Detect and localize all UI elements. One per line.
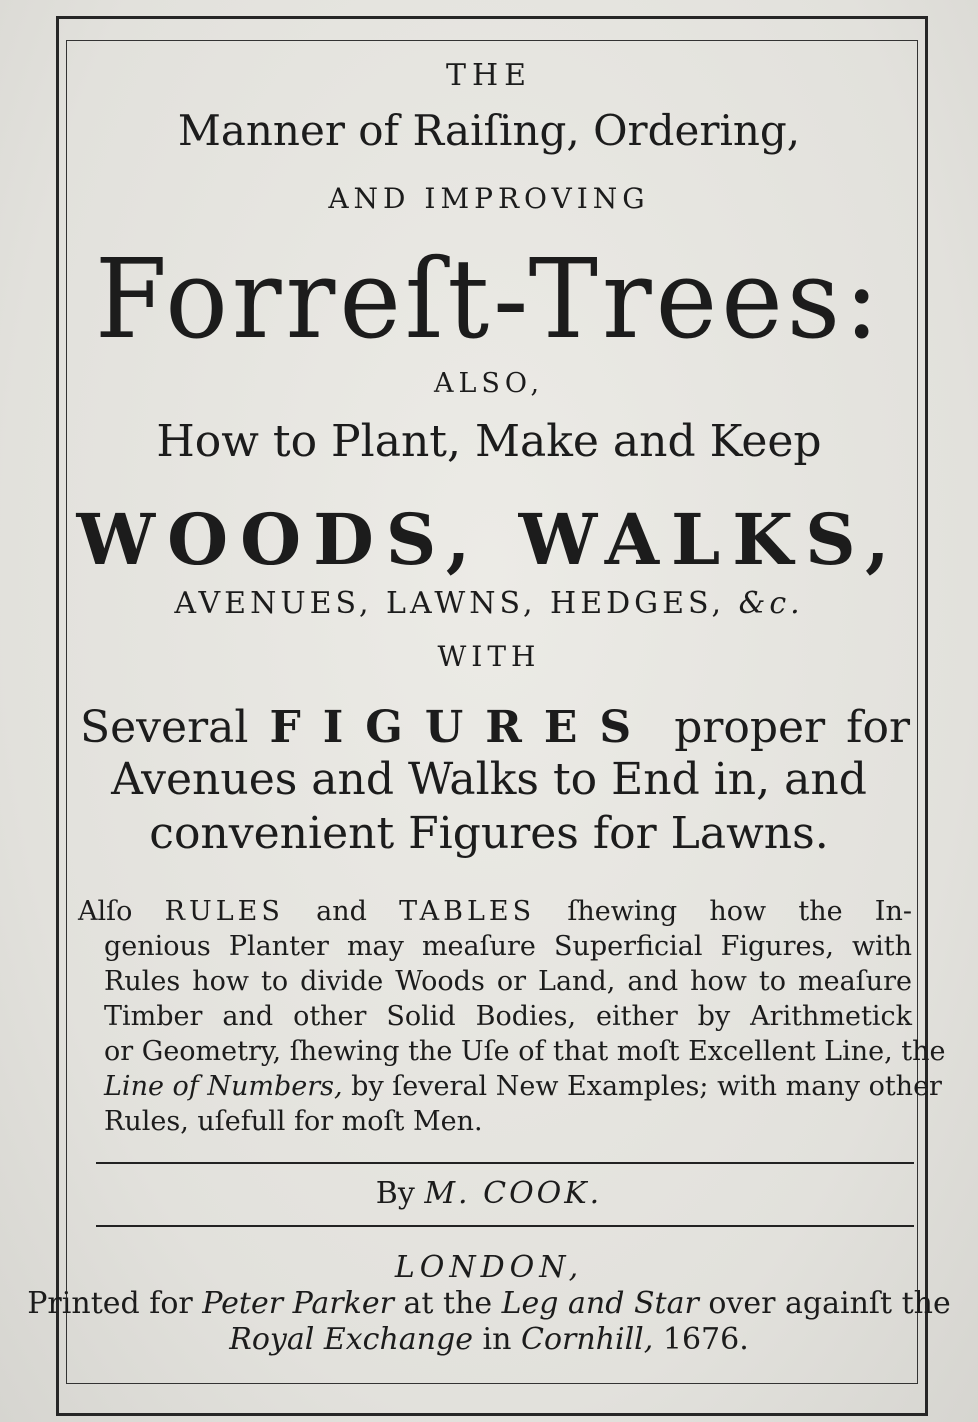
title-also: ALSO, bbox=[433, 368, 545, 399]
by-text: By bbox=[375, 1176, 415, 1211]
examples-text: by ſeveral New Examples; with many other bbox=[351, 1071, 942, 1102]
title-manner: Manner of Raiſing, Ordering, bbox=[177, 106, 801, 155]
divider-rule-top bbox=[96, 1162, 914, 1164]
rules-word: RULES bbox=[164, 896, 284, 927]
over-against-text: over againſt the bbox=[708, 1286, 951, 1321]
avenues-text: AVENUES, LAWNS, HEDGES, bbox=[174, 586, 726, 621]
description-line bbox=[78, 1069, 942, 1104]
title-and-improving: AND IMPROVING bbox=[328, 182, 650, 215]
title-avenues-walks: Avenues and Walks to End in, and bbox=[111, 754, 867, 805]
imprint-royal-line bbox=[0, 1322, 978, 1357]
figures-text: FIGURES bbox=[269, 702, 654, 753]
tables-word: TABLES bbox=[399, 896, 536, 927]
printer-name: Peter Parker bbox=[202, 1286, 394, 1321]
title-several-figures bbox=[80, 702, 910, 753]
description-line bbox=[78, 894, 912, 929]
author-name: M. COOK. bbox=[424, 1176, 603, 1211]
description-line: Timber and other Solid Bodies, either by Arithmetick bbox=[104, 1001, 912, 1032]
title-forrest-trees: Forreſt-Trees: bbox=[94, 234, 884, 364]
proper-for-text: proper for bbox=[674, 702, 910, 753]
year-text: 1676. bbox=[662, 1322, 749, 1357]
line-of-numbers-text: Line of Numbers, bbox=[104, 1071, 343, 1102]
in-text: in bbox=[482, 1322, 512, 1357]
imprint-city: LONDON, bbox=[394, 1250, 584, 1285]
printed-for-text: Printed for bbox=[27, 1286, 193, 1321]
divider-rule-bottom bbox=[96, 1225, 914, 1227]
description-paragraph bbox=[78, 894, 946, 1139]
author-line bbox=[0, 1176, 978, 1211]
description-line: or Geometry, ſhewing the Uſe of that moſt Excellent Line, the bbox=[104, 1036, 946, 1067]
title-convenient: convenient Figures for Lawns. bbox=[149, 808, 829, 859]
title-avenues-line bbox=[0, 586, 978, 621]
at-the-text: at the bbox=[403, 1286, 493, 1321]
title-the: THE bbox=[445, 58, 533, 93]
title-how-to: How to Plant, Make and Keep bbox=[156, 416, 822, 467]
title-woods-walks: WOODS, WALKS, bbox=[76, 498, 902, 581]
description-line: Rules how to divide Woods or Land, and how to meaſure bbox=[104, 966, 912, 997]
description-line: Rules, uſefull for moſt Men. bbox=[104, 1106, 483, 1137]
several-text: Several bbox=[80, 702, 249, 753]
etc-text: &c. bbox=[738, 586, 804, 621]
also-word: Alſo bbox=[78, 896, 133, 927]
exchange-name: Royal Exchange bbox=[229, 1322, 473, 1357]
imprint-printed-line bbox=[0, 1286, 978, 1321]
sign-name: Leg and Star bbox=[501, 1286, 699, 1321]
and-word: and bbox=[316, 896, 367, 927]
title-with: WITH bbox=[437, 640, 541, 673]
place-name: Cornhill, bbox=[520, 1322, 654, 1357]
description-line: genious Planter may meaſure Superficial Figures, with bbox=[104, 931, 912, 962]
shewing-text: ſhewing how the In- bbox=[567, 896, 912, 927]
